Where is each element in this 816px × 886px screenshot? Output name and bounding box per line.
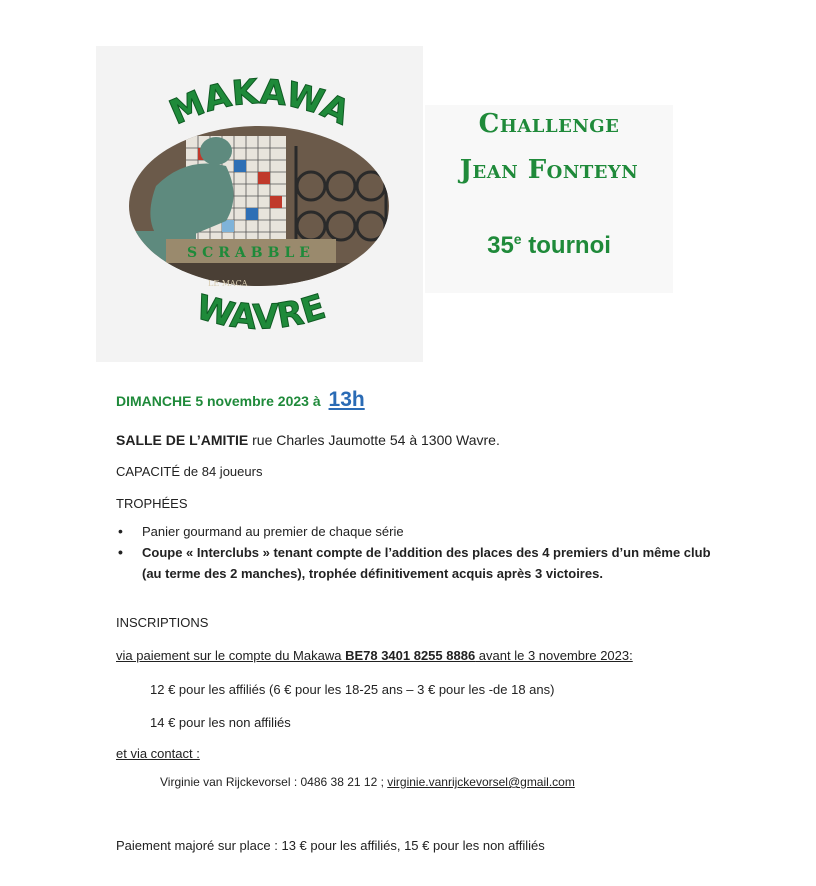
logo-graphic bbox=[96, 46, 423, 362]
event-venue bbox=[116, 432, 500, 448]
tournament-number: 35 bbox=[487, 232, 514, 259]
makawa-logo bbox=[96, 46, 423, 362]
contact-heading: et via contact : bbox=[116, 746, 200, 761]
title-box bbox=[425, 105, 673, 293]
title-jean-fonteyn: Jean Fonteyn bbox=[459, 155, 639, 185]
onsite-payment: Paiement majoré sur place : 13 € pour les affiliés, 15 € pour les non affiliés bbox=[116, 838, 545, 853]
title-challenge: Challenge bbox=[478, 109, 620, 139]
trophy-item-interclub-line2: (au terme des 2 manches), trophée définitivement acquis après 3 victoires. bbox=[142, 566, 603, 581]
trophy-item-basket: • Panier gourmand au premier de chaque série bbox=[116, 521, 756, 542]
logo-top-text: MAKAWA bbox=[163, 72, 356, 134]
trophies-heading: TROPHÉES bbox=[116, 496, 188, 511]
venue-name: SALLE DE L’AMITIE bbox=[116, 432, 249, 448]
logo-plaque-text: LE MACA bbox=[208, 279, 248, 288]
contact-line bbox=[160, 775, 575, 789]
venue-address: rue Charles Jaumotte 54 à 1300 Wavre. bbox=[248, 432, 500, 448]
payment-deadline: avant le 3 novembre 2023: bbox=[475, 648, 633, 663]
contact-email-link[interactable]: virginie.vanrijckevorsel@gmail.com bbox=[387, 775, 575, 789]
registration-payment bbox=[116, 648, 633, 663]
event-date-text: DIMANCHE 5 novembre 2023 à bbox=[116, 393, 321, 409]
trophy-list bbox=[116, 521, 756, 584]
event-date bbox=[116, 388, 365, 412]
contact-name-phone: Virginie van Rijckevorsel : 0486 38 21 12 ; bbox=[160, 775, 388, 789]
payment-prefix: via paiement sur le compte du Makawa bbox=[116, 648, 346, 663]
logo-scrabble-text: SCRABBLE bbox=[187, 245, 315, 261]
trophy-item-interclub-line1: Coupe « Interclubs » tenant compte de l’addition des places des 4 premiers d’un même club bbox=[142, 545, 711, 560]
registration-heading: INSCRIPTIONS bbox=[116, 615, 209, 630]
bank-account: BE78 3401 8255 8886 bbox=[345, 648, 476, 663]
oval-photo bbox=[126, 126, 396, 296]
logo-bottom-text: WAVRE bbox=[191, 286, 331, 338]
event-time: 13h bbox=[328, 388, 365, 411]
tournament-word: tournoi bbox=[521, 232, 611, 259]
title-tournament-number bbox=[425, 231, 673, 260]
price-non-affiliated: 14 € pour les non affiliés bbox=[150, 715, 291, 730]
tournament-ordinal: e bbox=[513, 231, 522, 247]
price-affiliated: 12 € pour les affiliés (6 € pour les 18-25 ans – 3 € pour les -de 18 ans) bbox=[150, 682, 555, 697]
trophy-item-interclub bbox=[116, 542, 756, 584]
event-capacity: CAPACITÉ de 84 joueurs bbox=[116, 464, 263, 479]
